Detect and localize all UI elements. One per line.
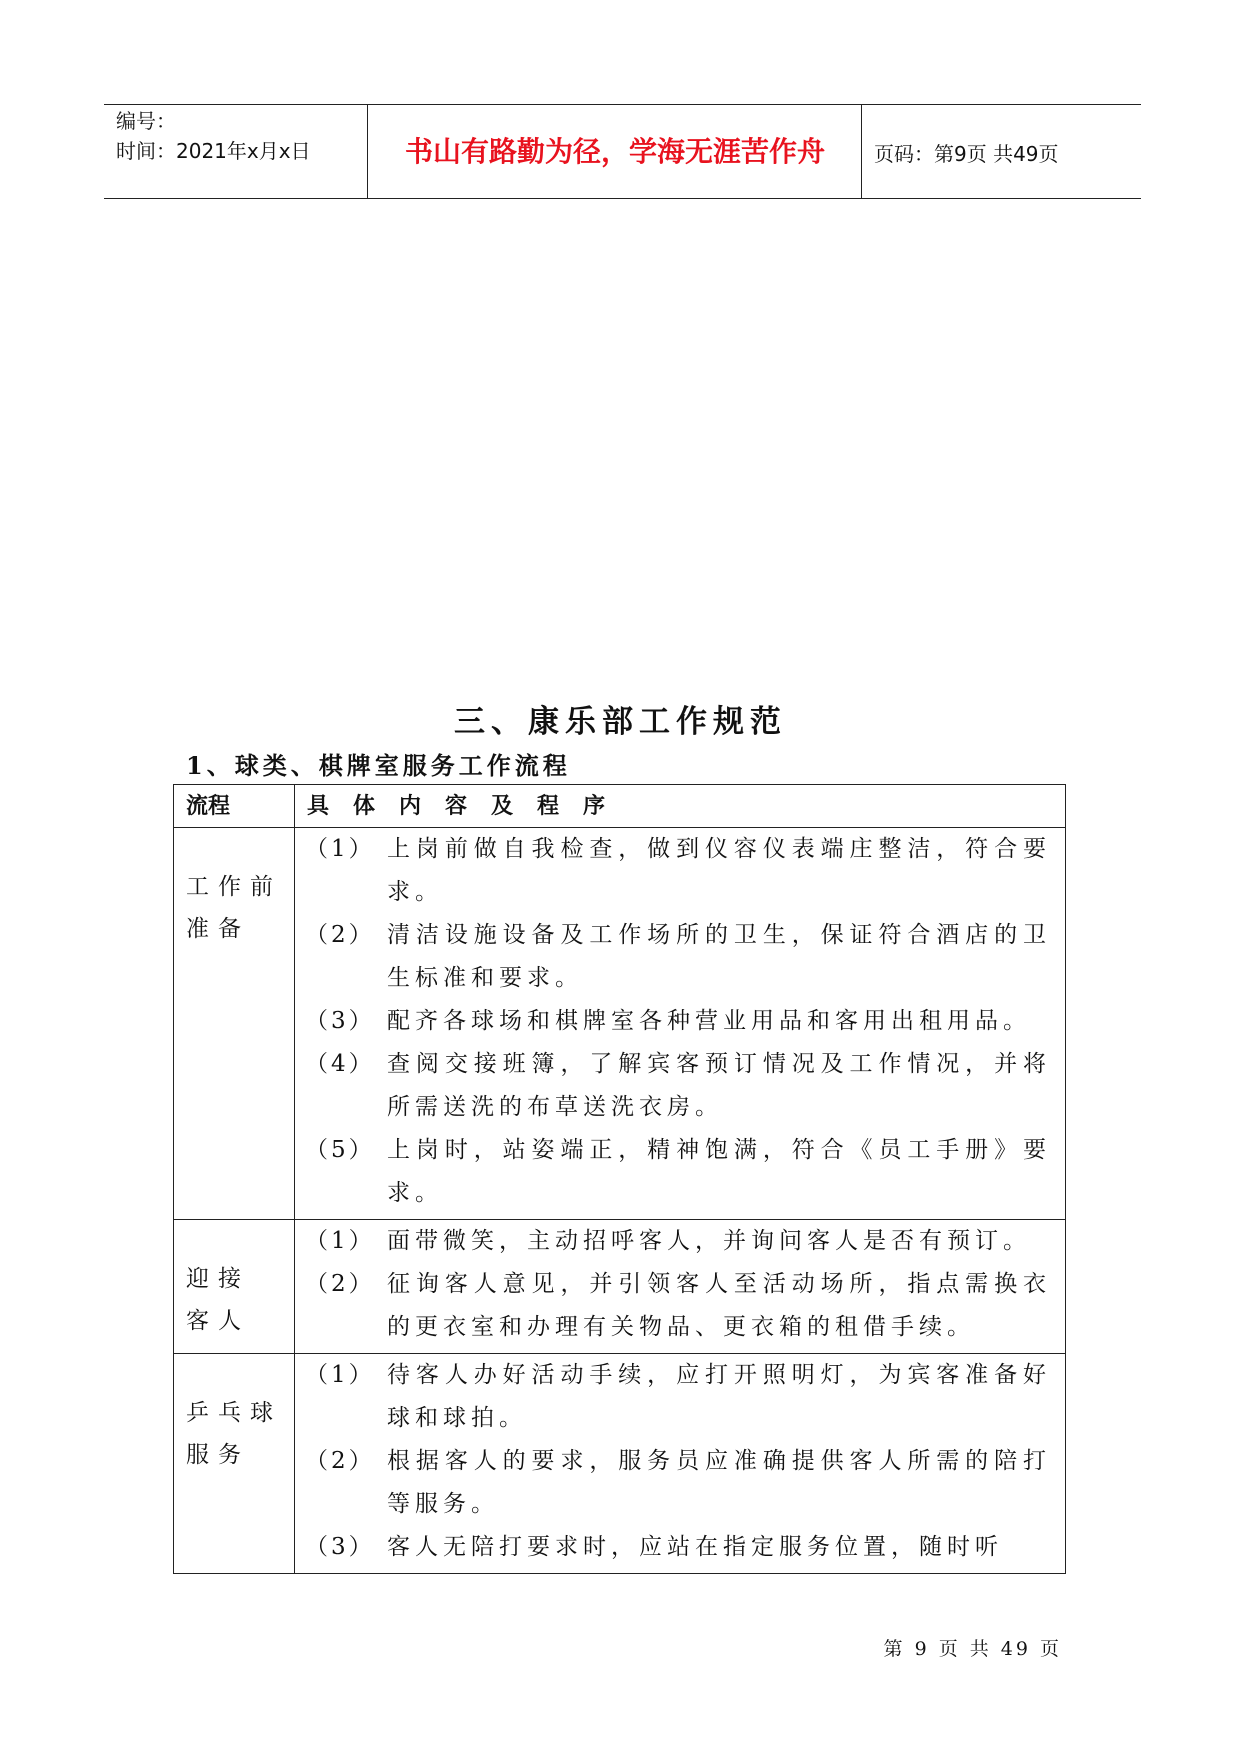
document-title: 三、康乐部工作规范 — [454, 704, 787, 740]
list-item — [305, 914, 1051, 1000]
flow-label: 准备 — [186, 916, 250, 942]
item-text: 配齐各球场和棋牌室各种营业用品和客用出租用品。 — [387, 1008, 1031, 1034]
content-cell — [295, 1220, 1066, 1354]
item-number: （2） — [305, 1448, 375, 1474]
header-divider-left — [367, 104, 368, 198]
list-item — [305, 1000, 1051, 1043]
table-row — [174, 1354, 1066, 1574]
item-text: 清洁设施设备及工作场所的卫生，保证符合酒店的卫生标准和要求。 — [387, 922, 1051, 991]
header-divider-right — [861, 104, 862, 198]
list-item — [305, 1220, 1051, 1263]
list-item — [305, 1043, 1051, 1129]
item-number: （5） — [305, 1137, 375, 1163]
item-text: 上岗时，站姿端正，精神饱满，符合《员工手册》要求。 — [387, 1137, 1051, 1206]
item-text: 客人无陪打要求时，应站在指定服务位置，随时听 — [387, 1534, 1003, 1560]
flow-label: 工作前 — [186, 874, 282, 900]
item-number: （4） — [305, 1051, 375, 1077]
item-text: 征询客人意见，并引领客人至活动场所，指点需换衣的更衣室和办理有关物品、更衣箱的租借手续。 — [387, 1271, 1051, 1340]
time-label: 时间：2021年x月x日 — [116, 139, 311, 163]
header-bottom-rule — [104, 198, 1141, 199]
section-title: 1、球类、棋牌室服务工作流程 — [186, 751, 571, 780]
content-cell — [295, 1354, 1066, 1574]
item-number: （3） — [305, 1534, 375, 1560]
item-number: （1） — [305, 1228, 375, 1254]
item-number: （1） — [305, 836, 375, 862]
flow-cell — [174, 828, 295, 1220]
table-header-row — [174, 785, 1066, 828]
list-item — [305, 1354, 1051, 1440]
list-item — [305, 1129, 1051, 1215]
item-text: 面带微笑，主动招呼客人，并询问客人是否有预订。 — [387, 1228, 1031, 1254]
page-footer: 第 9 页 共 49 页 — [883, 1638, 1062, 1660]
content-cell — [295, 828, 1066, 1220]
list-item — [305, 1263, 1051, 1349]
list-item — [305, 1440, 1051, 1526]
item-text: 上岗前做自我检查，做到仪容仪表端庄整洁，符合要求。 — [387, 836, 1051, 905]
item-text: 根据客人的要求，服务员应准确提供客人所需的陪打等服务。 — [387, 1448, 1051, 1517]
flow-label: 迎接 — [186, 1266, 250, 1292]
header-page-info: 页码：第9页 共49页 — [874, 142, 1059, 166]
table-row — [174, 828, 1066, 1220]
item-number: （2） — [305, 922, 375, 948]
number-label: 编号： — [116, 109, 176, 133]
flow-label: 乒乓球 — [186, 1400, 282, 1426]
flow-cell — [174, 1354, 295, 1574]
item-text: 查阅交接班簿，了解宾客预订情况及工作情况，并将所需送洗的布草送洗衣房。 — [387, 1051, 1051, 1120]
item-text: 待客人办好活动手续，应打开照明灯，为宾客准备好球和球拍。 — [387, 1362, 1051, 1431]
flow-cell — [174, 1220, 295, 1354]
table-row — [174, 1220, 1066, 1354]
header-meta — [116, 106, 311, 166]
header-top-rule — [104, 104, 1141, 105]
list-item — [305, 828, 1051, 914]
process-table — [173, 784, 1066, 1574]
item-number: （3） — [305, 1008, 375, 1034]
header-flow: 流程 — [174, 785, 295, 828]
list-item — [305, 1526, 1051, 1569]
item-number: （2） — [305, 1271, 375, 1297]
flow-label: 客人 — [186, 1308, 250, 1334]
flow-label: 服务 — [186, 1442, 250, 1468]
item-number: （1） — [305, 1362, 375, 1388]
header-motto: 书山有路勤为径，学海无涯苦作舟 — [404, 135, 825, 168]
header-content: 具体内容及程序 — [295, 785, 1066, 828]
